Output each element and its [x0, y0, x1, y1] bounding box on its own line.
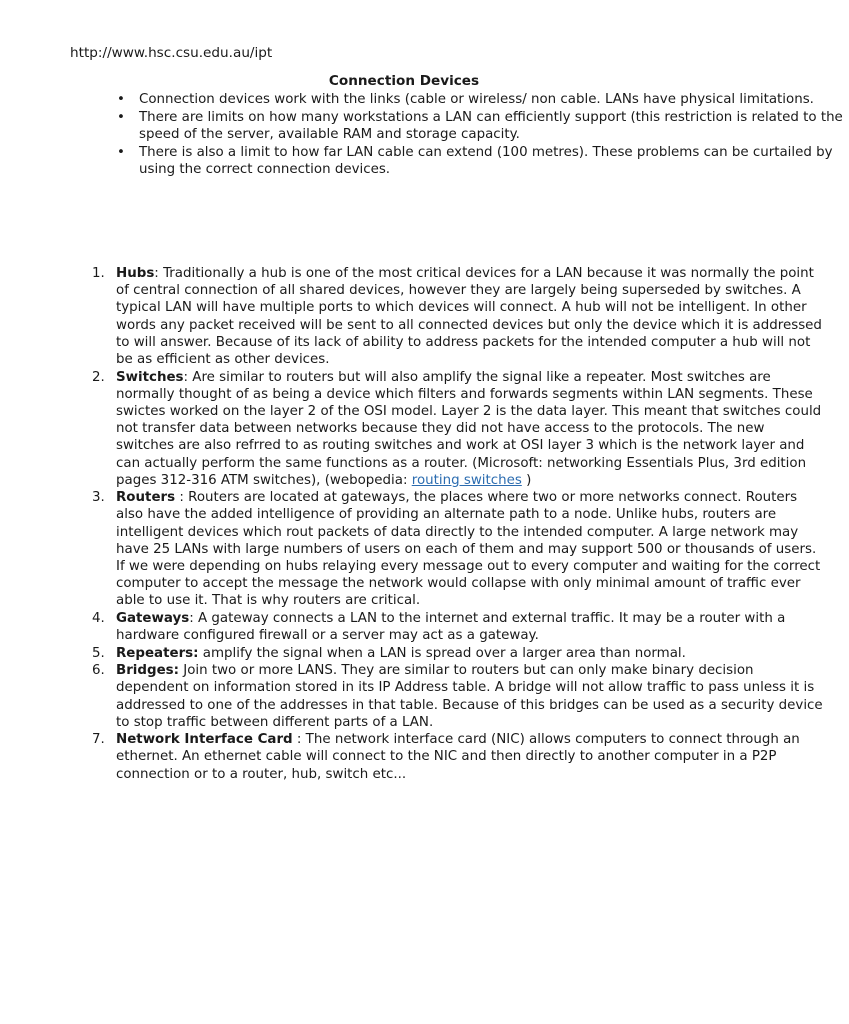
item-term: Repeaters: — [116, 645, 199, 661]
item-number: 6. — [92, 663, 105, 679]
item-text: : A gateway connects a LAN to the internet and external traffic. It may be a router with a hardware configured firewall or a server may act as a gateway. — [116, 610, 786, 644]
device-item-switches — [92, 369, 826, 489]
bullet-icon: • — [117, 109, 125, 125]
device-item-bridges — [92, 662, 826, 731]
item-text: Join two or more LANS. They are similar to routers but can only make binary decision dependent on information stored in its IP Address table. A bridge will not allow traffic to pass unless it is addressed to one of the addresses in that table. Because of this bridges can be used as a security device to stop traffic between different parts of a LAN. — [116, 663, 823, 730]
device-item-routers — [92, 489, 826, 609]
device-item-nic — [92, 731, 826, 783]
item-text: : Are similar to routers but will also amplify the signal like a repeater. Most switches are normally thought of as being a device which filters and forwards segments within LAN segments. These swictes worked on the layer 2 of the OSI model. Layer 2 is the data layer. This meant that switches could not transfer data between networks because they did not have access to the protocols. The new switches are also refrred to as routing switches and work at OSI layer 3 which is the network layer and can actually perform the same functions as a router. (Microsoft: networking Essentials Plus, 3rd edition pages 312-316 ATM switches), (webopedia: — [116, 369, 822, 488]
item-number: 2. — [92, 369, 105, 385]
item-term: Switches — [116, 369, 184, 385]
bullet-icon: • — [117, 144, 125, 160]
item-number: 1. — [92, 266, 105, 281]
device-item-hubs — [92, 265, 826, 368]
item-term: Network Interface Card — [116, 732, 293, 748]
source-url: http://www.hsc.csu.edu.au/ipt — [70, 45, 273, 61]
routing-switches-link[interactable]: routing switches — [411, 472, 522, 488]
device-item-repeaters — [92, 645, 826, 662]
intro-bullet-item — [117, 91, 849, 108]
page-title: Connection Devices — [328, 73, 480, 89]
item-term: Routers — [116, 490, 176, 506]
item-number: 4. — [92, 610, 105, 626]
item-text: : The network interface card (NIC) allows computers to connect through an ethernet. An ethernet cable will connect to the NIC and then directly to another computer in a P2P connection or to a router, hub, switch etc... — [116, 732, 800, 782]
item-text: amplify the signal when a LAN is spread over a larger area than normal. — [198, 645, 686, 661]
intro-bullet-item — [117, 109, 849, 143]
intro-bullet-text: There is also a limit to how far LAN cable can extend (100 metres). These problems can be curtailed by using the correct connection devices. — [139, 144, 833, 177]
item-text-after: ) — [521, 472, 532, 488]
bullet-icon: • — [117, 92, 125, 107]
intro-bullet-text: Connection devices work with the links (cable or wireless/ non cable. LANs have physical limitations. — [139, 92, 814, 107]
item-number: 7. — [92, 732, 105, 748]
intro-bullet-list — [0, 91, 849, 179]
item-text: : Traditionally a hub is one of the most critical devices for a LAN because it was normally the point of central connection of all shared devices, however they are largely being superseded by switches. A typical LAN will have multiple ports to which devices will connect. A hub will not be intelligent. In other words any packet received will be sent to all connected devices but only the device which it is addressed to will answer. Because of its lack of ability to address packets for the intended computer a hub will not be as efficient as other devices. — [116, 266, 822, 368]
item-term: Hubs — [116, 266, 155, 281]
item-term: Gateways — [116, 610, 190, 626]
intro-bullet-item — [117, 144, 849, 178]
item-number: 5. — [92, 645, 105, 661]
device-item-gateways — [92, 610, 826, 644]
item-term: Bridges: — [116, 663, 179, 679]
intro-bullet-text: There are limits on how many workstations a LAN can efficiently support (this restriction is related to the speed of the server, available RAM and storage capacity. — [139, 109, 843, 142]
device-list — [0, 265, 826, 783]
item-number: 3. — [92, 490, 105, 506]
item-text: : Routers are located at gateways, the places where two or more networks connect. Routers also have the added intelligence of providing an alternate path to a node. Unlike hubs, routers are intelligent devices which rout packets of data directly to the intended computer. A large network may have 25 LANs with large numbers of users on each of them and may support 500 or thousands of users. If we were depending on hubs relaying every message out to every computer and waiting for the correct computer to accept the message the network would collapse with only minimal amount of traffic ever able to use it. That is why routers are critical. — [116, 490, 821, 609]
